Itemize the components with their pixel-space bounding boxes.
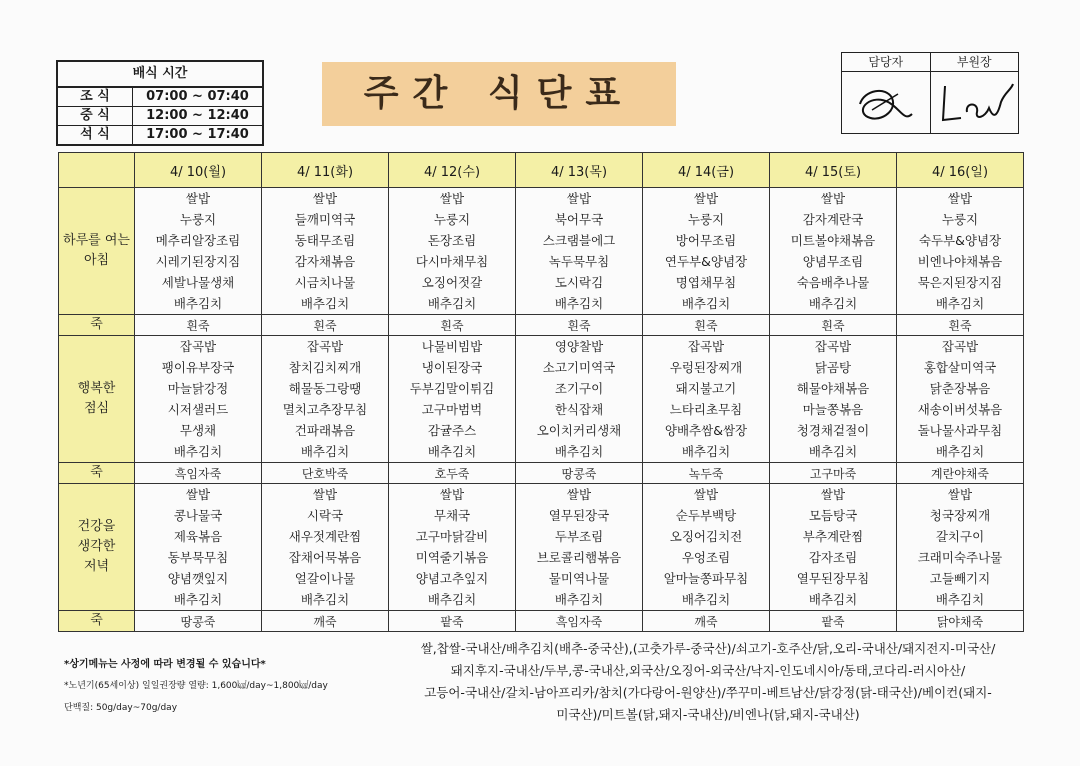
dish-item: 잡곡밥 xyxy=(687,339,725,354)
porridge-cell: 흰죽 xyxy=(389,315,516,336)
serving-time-header: 배식 시간 xyxy=(58,62,262,87)
dish-item: 쌀밥 xyxy=(566,487,592,502)
origin-line: 미국산)/미트볼(닭,돼지-국내산)/비엔나(닭,돼지-국내산) xyxy=(556,707,860,722)
lunch-menu-cell xyxy=(135,336,262,463)
dinner-menu-cell xyxy=(389,484,516,611)
dish-item: 시락국 xyxy=(306,508,344,523)
dinner-menu-cell xyxy=(643,484,770,611)
serving-time: 17:00 ~ 17:40 xyxy=(146,127,249,142)
dish-item: 잡곡밥 xyxy=(941,339,979,354)
dish-item: 열무된장무침 xyxy=(796,571,870,586)
dish-item: 쌀밥 xyxy=(185,487,211,502)
signature-vice-director xyxy=(931,72,1019,136)
dish-item: 쌀밥 xyxy=(312,487,338,502)
dish-item: 돈장조림 xyxy=(427,233,477,248)
dish-item: 배추김치 xyxy=(935,444,985,459)
dish-item: 느타리초무침 xyxy=(669,402,743,417)
day-header: 4/ 16(일) xyxy=(897,153,1024,188)
origin-line: 쌀,찹쌀-국내산/배추김치(배추-중국산),(고춧가루-중국산)/쇠고기-호주산/닭,오리-국내산/돼지전지-미국산/ xyxy=(420,641,996,656)
dish-item: 배추김치 xyxy=(808,592,858,607)
dinner-menu-cell xyxy=(770,484,897,611)
dish-item: 누룽지 xyxy=(687,212,725,227)
day-header: 4/ 15(토) xyxy=(770,153,897,188)
meal-label-line: 생각한 xyxy=(77,539,116,554)
dish-item: 제육볶음 xyxy=(173,529,223,544)
origin-line: 돼지후지-국내산/두부,콩-국내산,외국산/오징어-외국산/낙지-인도네시아/동태,코다리-러시아산/ xyxy=(450,663,966,678)
serving-row-dinner xyxy=(58,125,262,144)
meal-label-line: 하루를 여는 xyxy=(63,233,130,248)
dish-item: 쌀밥 xyxy=(693,487,719,502)
dish-item: 배추김치 xyxy=(808,444,858,459)
dish-item: 해물야채볶음 xyxy=(796,381,870,396)
porridge-cell: 단호박죽 xyxy=(262,463,389,484)
dish-item: 쌀밥 xyxy=(820,191,846,206)
porridge-cell: 땅콩죽 xyxy=(516,463,643,484)
signature-scribble-icon xyxy=(842,72,929,132)
porridge-cell: 계란야채죽 xyxy=(897,463,1024,484)
dish-item: 쌀밥 xyxy=(185,191,211,206)
porridge-cell: 깨죽 xyxy=(643,611,770,632)
dish-item: 동부묵무침 xyxy=(167,550,229,565)
origin-line: 고등어-국내산/갈치-남아프리카/참치(가다랑어-원양산)/쭈꾸미-베트남산/닭강정(닭-태국산)/베이컨(돼지- xyxy=(424,685,992,700)
dinner-menu-cell xyxy=(897,484,1024,611)
dish-item: 숙두부&양념장 xyxy=(918,233,1002,248)
dish-item: 쌀밥 xyxy=(312,191,338,206)
dish-item: 도시락김 xyxy=(554,275,604,290)
page-title: 주간 식단표 xyxy=(322,62,676,126)
day-header: 4/ 12(수) xyxy=(389,153,516,188)
signature-scribble-icon xyxy=(931,72,1018,132)
dish-item: 배추김치 xyxy=(935,296,985,311)
day-header: 4/ 10(월) xyxy=(135,153,262,188)
meal-label-dinner xyxy=(59,484,135,611)
dish-item: 시금치나물 xyxy=(294,275,356,290)
dish-item: 고구마범벅 xyxy=(421,402,483,417)
breakfast-menu-cell xyxy=(262,188,389,315)
origin-info xyxy=(388,638,1028,726)
dish-item: 고들빼기지 xyxy=(929,571,991,586)
dish-item: 잡곡밥 xyxy=(306,339,344,354)
breakfast-row xyxy=(59,188,1024,315)
dish-item: 스크램블에그 xyxy=(542,233,616,248)
porridge-cell: 흰죽 xyxy=(262,315,389,336)
breakfast-menu-cell xyxy=(897,188,1024,315)
day-header: 4/ 14(금) xyxy=(643,153,770,188)
dish-item: 쌀밥 xyxy=(439,191,465,206)
porridge-label: 죽 xyxy=(59,611,135,632)
dish-item: 동태무조림 xyxy=(294,233,356,248)
dish-item: 냉이된장국 xyxy=(421,360,483,375)
dish-item: 물미역나물 xyxy=(548,571,610,586)
dish-item: 양념고추잎지 xyxy=(415,571,489,586)
dish-item: 무채국 xyxy=(433,508,471,523)
signature-manager xyxy=(842,72,930,136)
dinner-porridge-row xyxy=(59,611,1024,632)
dish-item: 방어무조림 xyxy=(675,233,737,248)
porridge-cell: 팥죽 xyxy=(389,611,516,632)
porridge-label: 죽 xyxy=(59,315,135,336)
calorie-note: *노년기(65세이상) 일일권장량 열량: 1,600㎉/day~1,800㎉/day xyxy=(64,681,328,691)
breakfast-menu-cell xyxy=(770,188,897,315)
dish-item: 양념무조림 xyxy=(802,254,864,269)
serving-row-lunch xyxy=(58,106,262,125)
dish-item: 누룽지 xyxy=(179,212,217,227)
dish-item: 조기구이 xyxy=(554,381,604,396)
dish-item: 배추김치 xyxy=(300,296,350,311)
dish-item: 다시마채무침 xyxy=(415,254,489,269)
dish-item: 양배추쌈&쌈장 xyxy=(664,423,748,438)
dinner-menu-cell xyxy=(135,484,262,611)
lunch-menu-cell xyxy=(897,336,1024,463)
meal-label-line: 점심 xyxy=(83,401,110,416)
dish-item: 연두부&양념장 xyxy=(664,254,748,269)
meal-label-lunch xyxy=(59,336,135,463)
dish-item: 누룽지 xyxy=(433,212,471,227)
approval-header: 담당자 xyxy=(842,53,930,72)
dish-item: 우렁된장찌개 xyxy=(669,360,743,375)
dish-item: 잡곡밥 xyxy=(179,339,217,354)
dish-item: 마늘닭강정 xyxy=(167,381,229,396)
breakfast-porridge-row xyxy=(59,315,1024,336)
dish-item: 배추김치 xyxy=(173,296,223,311)
serving-label: 중 식 xyxy=(58,107,133,125)
corner-cell xyxy=(59,153,135,188)
dish-item: 두부김말이튀김 xyxy=(409,381,495,396)
dish-item: 닭춘장볶음 xyxy=(929,381,991,396)
lunch-menu-cell xyxy=(262,336,389,463)
meal-label-line: 행복한 xyxy=(77,381,116,396)
dish-item: 소고기미역국 xyxy=(542,360,616,375)
dish-item: 시레기된장지짐 xyxy=(155,254,241,269)
dinner-row xyxy=(59,484,1024,611)
dish-item: 배추김치 xyxy=(173,592,223,607)
dish-item: 쌀밥 xyxy=(947,487,973,502)
lunch-menu-cell xyxy=(516,336,643,463)
dish-item: 세발나물생채 xyxy=(161,275,235,290)
dish-item: 열무된장국 xyxy=(548,508,610,523)
dish-item: 쌀밥 xyxy=(439,487,465,502)
dish-item: 청국장찌개 xyxy=(929,508,991,523)
dish-item: 우엉조림 xyxy=(681,550,731,565)
dish-item: 새송이버섯볶음 xyxy=(917,402,1003,417)
dish-item: 오징어김치전 xyxy=(669,529,743,544)
dish-item: 오이치커리생채 xyxy=(536,423,622,438)
dish-item: 누룽지 xyxy=(941,212,979,227)
dish-item: 콩나물국 xyxy=(173,508,223,523)
dish-item: 팽이유부장국 xyxy=(161,360,235,375)
dish-item: 배추김치 xyxy=(300,444,350,459)
dish-item: 갈치구이 xyxy=(935,529,985,544)
dish-item: 잡채어묵볶음 xyxy=(288,550,362,565)
approval-col-manager xyxy=(842,53,931,133)
porridge-cell: 고구마죽 xyxy=(770,463,897,484)
dish-item: 쌀밥 xyxy=(947,191,973,206)
breakfast-menu-cell xyxy=(643,188,770,315)
dish-item: 북어무국 xyxy=(554,212,604,227)
dish-item: 감귤주스 xyxy=(427,423,477,438)
meal-label-line: 아침 xyxy=(83,253,110,268)
dish-item: 숙음배추나물 xyxy=(796,275,870,290)
dish-item: 돌나물사과무침 xyxy=(917,423,1003,438)
dish-item: 감자조림 xyxy=(808,550,858,565)
dish-item: 영양찰밥 xyxy=(554,339,604,354)
dish-item: 해물동그랑땡 xyxy=(288,381,362,396)
menu-change-notice: *상기메뉴는 사정에 따라 변경될 수 있습니다* xyxy=(64,659,266,670)
dish-item: 건파래볶음 xyxy=(294,423,356,438)
protein-note: 단백질: 50g/day~70g/day xyxy=(64,703,178,713)
approval-col-vice-director xyxy=(931,53,1019,133)
dish-item: 들깨미역국 xyxy=(294,212,356,227)
dish-item: 오징어젓갈 xyxy=(421,275,483,290)
dish-item: 나물비빔밥 xyxy=(421,339,483,354)
dish-item: 얼갈이나물 xyxy=(294,571,356,586)
dish-item: 홍합살미역국 xyxy=(923,360,997,375)
dish-item: 잡곡밥 xyxy=(814,339,852,354)
dish-item: 미역줄기볶음 xyxy=(415,550,489,565)
dish-item: 크래미숙주나물 xyxy=(917,550,1003,565)
dish-item: 청경채겉절이 xyxy=(796,423,870,438)
lunch-row xyxy=(59,336,1024,463)
dish-item: 참치김치찌개 xyxy=(288,360,362,375)
dish-item: 고구마닭갈비 xyxy=(415,529,489,544)
dish-item: 배추김치 xyxy=(554,296,604,311)
dish-item: 묵은지된장지짐 xyxy=(917,275,1003,290)
dinner-menu-cell xyxy=(516,484,643,611)
dish-item: 돼지불고기 xyxy=(675,381,737,396)
dish-item: 배추김치 xyxy=(300,592,350,607)
dish-item: 감자채볶음 xyxy=(294,254,356,269)
serving-label: 조 식 xyxy=(58,88,133,106)
porridge-label: 죽 xyxy=(59,463,135,484)
serving-time: 12:00 ~ 12:40 xyxy=(146,108,249,123)
dish-item: 알마늘쫑파무침 xyxy=(663,571,749,586)
porridge-cell: 닭야채죽 xyxy=(897,611,1024,632)
dish-item: 모듬탕국 xyxy=(808,508,858,523)
meal-label-line: 저녁 xyxy=(83,559,110,574)
porridge-cell: 땅콩죽 xyxy=(135,611,262,632)
dish-item: 배추김치 xyxy=(681,592,731,607)
porridge-cell: 흑임자죽 xyxy=(516,611,643,632)
weekly-menu-table xyxy=(58,152,1024,632)
meal-label-line: 건강을 xyxy=(77,519,116,534)
dish-item: 순두부백탕 xyxy=(675,508,737,523)
dish-item: 배추김치 xyxy=(173,444,223,459)
dinner-menu-cell xyxy=(262,484,389,611)
breakfast-menu-cell xyxy=(135,188,262,315)
dish-item: 배추김치 xyxy=(681,296,731,311)
dish-item: 무생채 xyxy=(179,423,217,438)
serving-row-breakfast xyxy=(58,87,262,106)
lunch-menu-cell xyxy=(770,336,897,463)
dish-item: 미트볼야채볶음 xyxy=(790,233,876,248)
porridge-cell: 호두죽 xyxy=(389,463,516,484)
day-header: 4/ 11(화) xyxy=(262,153,389,188)
dish-item: 배추김치 xyxy=(427,592,477,607)
porridge-cell: 흰죽 xyxy=(135,315,262,336)
porridge-cell: 흰죽 xyxy=(770,315,897,336)
porridge-cell: 흑임자죽 xyxy=(135,463,262,484)
dish-item: 닭곰탕 xyxy=(814,360,852,375)
approval-box xyxy=(841,52,1019,134)
dish-item: 배추김치 xyxy=(935,592,985,607)
dish-item: 메추리알장조림 xyxy=(155,233,241,248)
approval-header: 부원장 xyxy=(931,53,1019,72)
dish-item: 배추김치 xyxy=(681,444,731,459)
dish-item: 배추김치 xyxy=(554,592,604,607)
porridge-cell: 팥죽 xyxy=(770,611,897,632)
serving-time-box xyxy=(56,60,264,146)
dish-item: 배추김치 xyxy=(427,444,477,459)
breakfast-menu-cell xyxy=(516,188,643,315)
porridge-cell: 깨죽 xyxy=(262,611,389,632)
dish-item: 두부조림 xyxy=(554,529,604,544)
serving-label: 석 식 xyxy=(58,126,133,144)
dish-item: 브로콜리햄볶음 xyxy=(536,550,622,565)
day-header-row xyxy=(59,153,1024,188)
lunch-porridge-row xyxy=(59,463,1024,484)
dish-item: 감자계란국 xyxy=(802,212,864,227)
dish-item: 양념깻잎지 xyxy=(167,571,229,586)
dish-item: 쌀밥 xyxy=(820,487,846,502)
dish-item: 쌀밥 xyxy=(693,191,719,206)
dish-item: 배추김치 xyxy=(427,296,477,311)
breakfast-menu-cell xyxy=(389,188,516,315)
dish-item: 녹두묵무침 xyxy=(548,254,610,269)
dish-item: 배추김치 xyxy=(554,444,604,459)
dish-item: 멸치고추장무침 xyxy=(282,402,368,417)
serving-time: 07:00 ~ 07:40 xyxy=(146,89,249,104)
lunch-menu-cell xyxy=(389,336,516,463)
dish-item: 배추김치 xyxy=(808,296,858,311)
day-header: 4/ 13(목) xyxy=(516,153,643,188)
porridge-cell: 흰죽 xyxy=(643,315,770,336)
dish-item: 마늘쫑볶음 xyxy=(802,402,864,417)
dish-item: 한식잡채 xyxy=(554,402,604,417)
meal-label-breakfast xyxy=(59,188,135,315)
dish-item: 쌀밥 xyxy=(566,191,592,206)
porridge-cell: 흰죽 xyxy=(897,315,1024,336)
dish-item: 새우젓계란찜 xyxy=(288,529,362,544)
lunch-menu-cell xyxy=(643,336,770,463)
porridge-cell: 흰죽 xyxy=(516,315,643,336)
dish-item: 부추계란찜 xyxy=(802,529,864,544)
porridge-cell: 녹두죽 xyxy=(643,463,770,484)
dish-item: 시저샐러드 xyxy=(167,402,229,417)
dish-item: 명엽채무침 xyxy=(675,275,737,290)
dish-item: 비엔나야채볶음 xyxy=(917,254,1003,269)
